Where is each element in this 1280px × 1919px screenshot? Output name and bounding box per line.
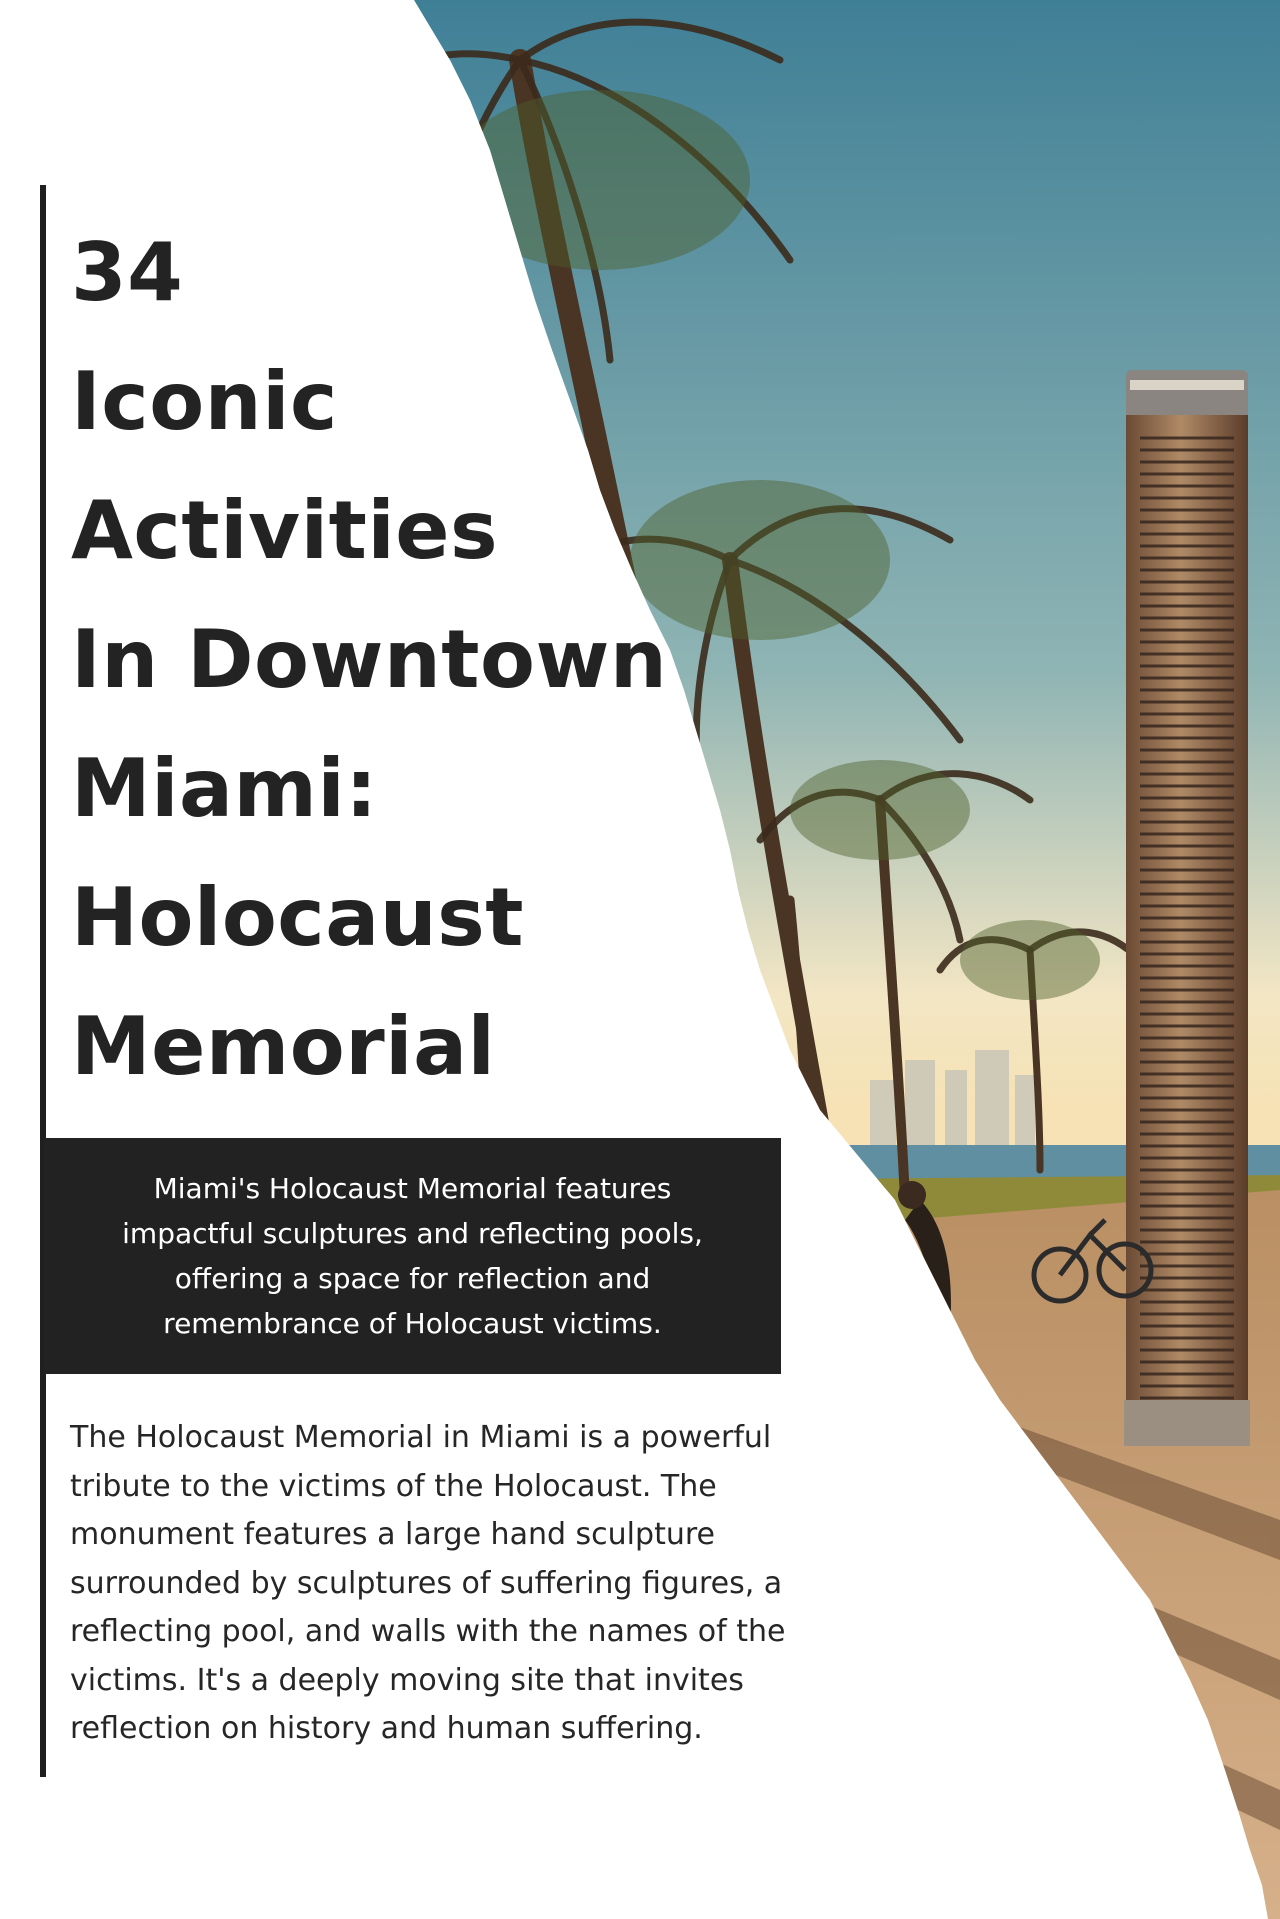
page-title: [71, 208, 691, 1111]
body-line: monument features a large hand sculpture: [70, 1517, 715, 1552]
summary-line: offering a space for reflection and: [174, 1262, 651, 1295]
body-line: surrounded by sculptures of suffering figures, a: [70, 1565, 783, 1601]
body-paragraph: [70, 1414, 890, 1754]
title-line: 34: [71, 226, 184, 319]
accent-bar: [40, 185, 46, 1777]
body-line: victims. It's a deeply moving site that invites: [70, 1662, 744, 1698]
summary-line: Miami's Holocaust Memorial features: [153, 1172, 672, 1205]
summary-box: [44, 1138, 781, 1374]
title-line: Miami:: [71, 742, 378, 835]
summary-line: impactful sculptures and reflecting pools,: [122, 1217, 703, 1250]
body-line: reflection on history and human suffering.: [70, 1711, 703, 1746]
title-line: Memorial: [71, 1000, 496, 1093]
body-line: reflecting pool, and walls with the names of the: [70, 1614, 786, 1649]
body-line: tribute to the victims of the Holocaust. The: [70, 1468, 717, 1504]
title-line: Holocaust: [71, 871, 525, 964]
summary-text: [122, 1166, 703, 1346]
title-line: Activities: [71, 484, 499, 577]
title-line: In Downtown: [71, 613, 668, 706]
title-line: Iconic: [71, 355, 338, 448]
summary-line: remembrance of Holocaust victims.: [163, 1307, 662, 1340]
memorial-tower-icon: [1124, 370, 1250, 1446]
body-line: The Holocaust Memorial in Miami is a powerful: [70, 1420, 772, 1455]
